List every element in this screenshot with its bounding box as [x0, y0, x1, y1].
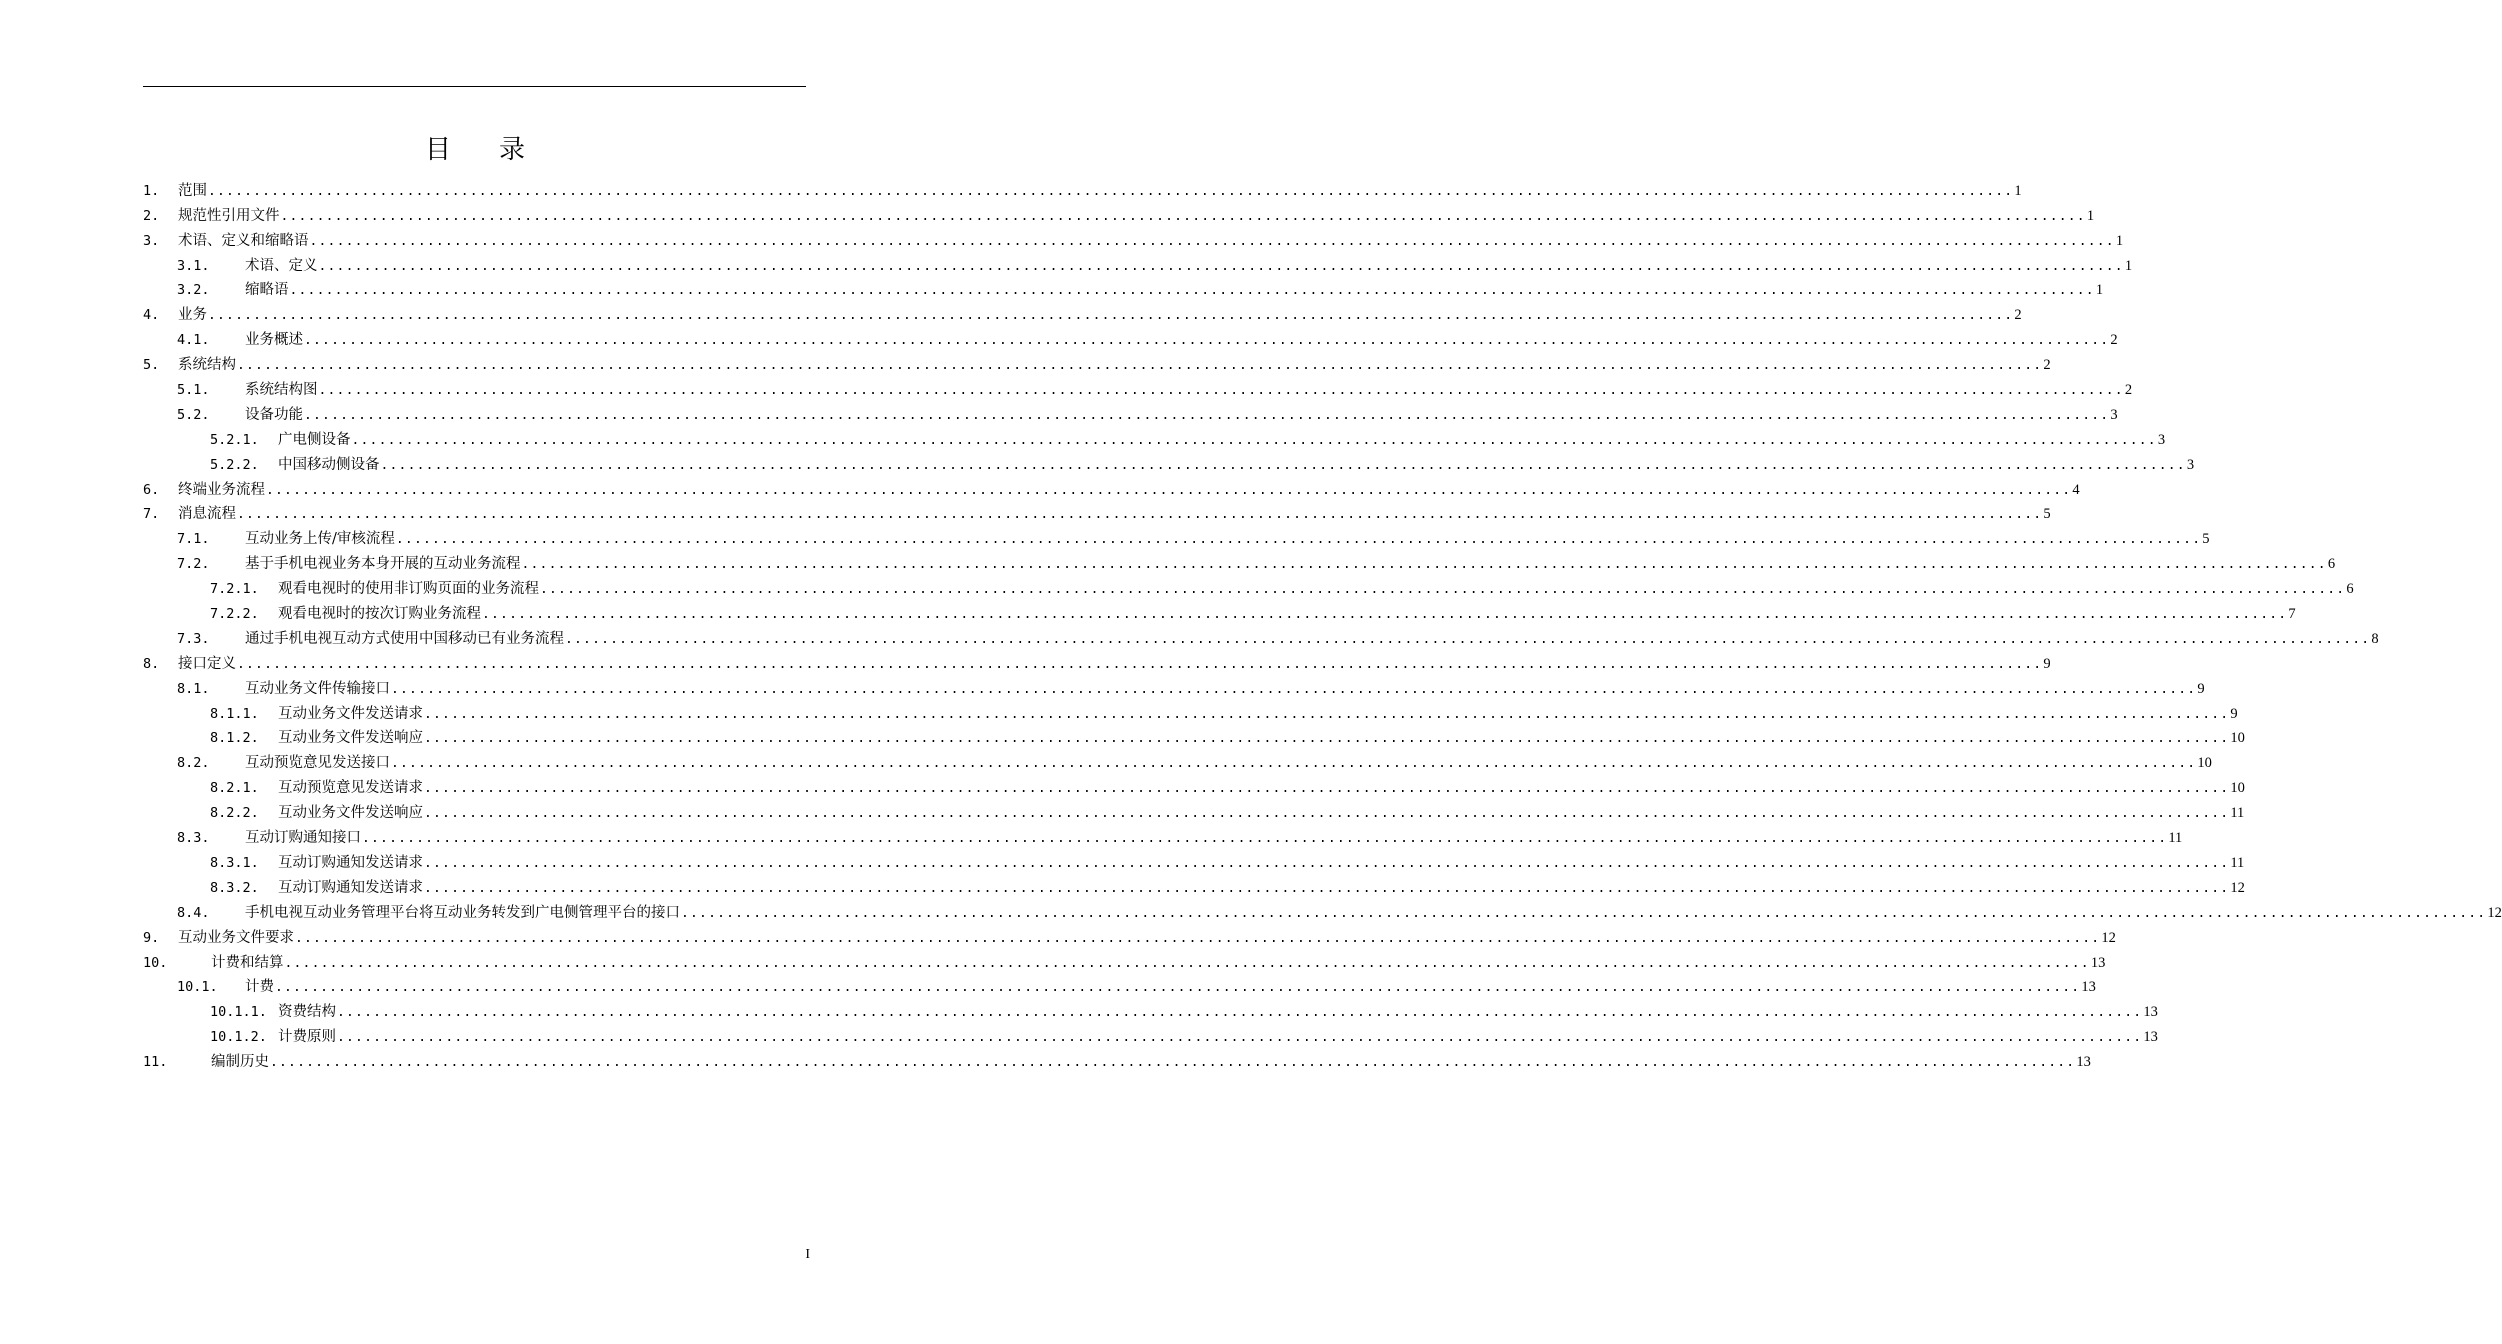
toc-entry-number: 10.1.1. — [210, 1004, 267, 1021]
toc-entry[interactable] — [143, 874, 2245, 899]
toc-dot-leader: ........................................................................................................................................................................................................ — [351, 432, 2157, 448]
toc-entry[interactable] — [143, 476, 2080, 501]
toc-entry-page: 10 — [2230, 730, 2245, 747]
toc-entry-number: 3. — [143, 232, 160, 249]
toc-dot-leader: ........................................................................................................................................................................................................ — [237, 507, 2043, 523]
toc-entry-number: 1. — [143, 182, 160, 199]
toc-entry-page: 12 — [2101, 929, 2116, 946]
toc-entry[interactable] — [143, 351, 2051, 376]
toc-dot-leader: ........................................................................................................................................................................................................ — [424, 731, 2230, 747]
toc-entry-number: 7.1. — [177, 531, 210, 548]
toc-entry-number: 3.1. — [177, 257, 210, 274]
toc-entry-page: 1 — [2095, 282, 2104, 299]
toc-entry[interactable] — [143, 924, 2116, 949]
toc-entry-title: 设备功能 — [245, 406, 303, 423]
toc-entry-number: 8.2.1. — [210, 780, 259, 797]
toc-entry-number: 3.2. — [177, 282, 210, 299]
toc-entry-title: 终端业务流程 — [178, 481, 265, 498]
toc-entry-page: 3 — [2186, 456, 2195, 473]
toc-dot-leader: ........................................................................................................................................................................................................ — [208, 308, 2014, 324]
toc-entry-number: 8.4. — [177, 904, 210, 921]
toc-entry-page: 2 — [2014, 307, 2022, 324]
toc-entry-title: 互动业务文件传输接口 — [245, 680, 390, 697]
toc-dot-leader: ........................................................................................................................................................................................................ — [295, 930, 2101, 946]
toc-entry-title: 缩略语 — [245, 282, 289, 299]
toc-entry-title: 互动订购通知接口 — [245, 830, 361, 847]
toc-entry-number: 11. — [143, 1054, 168, 1071]
toc-entry[interactable] — [143, 202, 2095, 227]
toc-entry[interactable] — [143, 376, 2133, 401]
toc-dot-leader: ........................................................................................................................................................................................................ — [482, 607, 2288, 623]
toc-entry-title: 观看电视时的按次订购业务流程 — [278, 606, 481, 623]
toc-entry-page: 2 — [2124, 382, 2133, 399]
toc-entry[interactable] — [143, 550, 2336, 575]
toc-entry-page: 13 — [2081, 979, 2096, 996]
toc-entry[interactable] — [143, 301, 2022, 326]
toc-entry-page: 13 — [2143, 1004, 2158, 1021]
toc-entry-number: 10.1.2. — [210, 1029, 267, 1046]
toc-entry-title: 计费 — [245, 979, 274, 996]
toc-dot-leader: ........................................................................................................................................................................................................ — [681, 905, 2487, 921]
toc-entry-page: 7 — [2288, 606, 2296, 623]
toc-entry-page: 6 — [2346, 581, 2354, 598]
toc-dot-leader: ........................................................................................................................................................................................................ — [318, 258, 2124, 274]
toc-entry-page: 2 — [2110, 332, 2118, 349]
toc-entry[interactable] — [143, 277, 2104, 302]
toc-entry-page: 3 — [2157, 431, 2166, 448]
toc-entry-title: 资费结构 — [278, 1004, 336, 1021]
toc-entry-page: 10 — [2197, 755, 2212, 772]
toc-entry-title: 互动订购通知发送请求 — [278, 879, 423, 896]
toc-entry-number: 5.2.1. — [210, 431, 259, 448]
toc-entry-title: 互动业务上传/审核流程 — [245, 531, 395, 548]
toc-entry[interactable] — [143, 1048, 2091, 1073]
toc-dot-leader: ........................................................................................................................................................................................................ — [337, 1005, 2143, 1021]
toc-entry-number: 8.1.1. — [210, 705, 259, 722]
footer-page-number: I — [805, 1247, 810, 1262]
toc-entry[interactable] — [143, 600, 2296, 625]
toc-entry-title: 互动预览意见发送请求 — [278, 780, 423, 797]
toc-entry-title: 业务 — [178, 307, 207, 324]
toc-entry-title: 互动业务文件发送响应 — [278, 805, 423, 822]
toc-entry-number: 8. — [143, 655, 160, 672]
toc-entry-title: 互动订购通知发送请求 — [278, 854, 423, 871]
toc-entry[interactable] — [143, 575, 2354, 600]
toc-dot-leader: ........................................................................................................................................................................................................ — [289, 283, 2095, 299]
toc-entry[interactable] — [143, 1023, 2158, 1048]
toc-dot-leader: ........................................................................................................................................................................................................ — [304, 333, 2110, 349]
toc-dot-leader: ........................................................................................................................................................................................................ — [304, 407, 2110, 423]
toc-entry-page: 1 — [2124, 257, 2133, 274]
toc-entry[interactable] — [143, 401, 2118, 426]
toc-entry-number: 6. — [143, 481, 160, 498]
toc-entry[interactable] — [143, 426, 2166, 451]
toc-entry-page: 4 — [2072, 481, 2080, 498]
toc-entry-number: 8.2.2. — [210, 805, 259, 822]
toc-entry[interactable] — [143, 525, 2210, 550]
title-part-2: 录 — [499, 135, 526, 165]
toc-entry-page: 6 — [2327, 556, 2336, 573]
toc-entry-title: 观看电视时的使用非订购页面的业务流程 — [278, 581, 539, 598]
toc-dot-leader: ........................................................................................................................................................................................................ — [391, 681, 2197, 697]
toc-entry-page: 13 — [2076, 1054, 2091, 1071]
toc-dot-leader: ........................................................................................................................................................................................................ — [284, 955, 2090, 971]
toc-dot-leader: ........................................................................................................................................................................................................ — [362, 831, 2168, 847]
toc-entry-page: 9 — [2043, 655, 2051, 672]
page-title — [0, 132, 950, 168]
toc-entry[interactable] — [143, 899, 2502, 924]
toc-entry-number: 4. — [143, 307, 160, 324]
toc-entry[interactable] — [143, 849, 2245, 874]
toc-entry[interactable] — [143, 824, 2183, 849]
toc-entry-title: 互动业务文件要求 — [178, 929, 294, 946]
toc-entry[interactable] — [143, 725, 2245, 750]
toc-entry[interactable] — [143, 625, 2379, 650]
toc-entry-number: 5. — [143, 357, 160, 374]
toc-entry[interactable] — [143, 974, 2096, 999]
toc-entry-page: 10 — [2230, 780, 2245, 797]
toc-dot-leader: ........................................................................................................................................................................................................ — [395, 532, 2202, 548]
toc-entry-page: 11 — [2230, 805, 2245, 822]
toc-entry[interactable] — [143, 675, 2205, 700]
toc-entry-title: 计费和结算 — [211, 954, 284, 971]
toc-entry-title: 术语、定义和缩略语 — [178, 232, 309, 249]
header-rule — [143, 86, 806, 87]
toc-dot-leader: ........................................................................................................................................................................................................ — [540, 582, 2346, 598]
toc-entry-number: 7.3. — [177, 630, 210, 647]
toc-dot-leader: ........................................................................................................................................................................................................ — [270, 1055, 2076, 1071]
toc-entry-number: 10. — [143, 954, 168, 971]
toc-entry-title: 中国移动侧设备 — [278, 456, 380, 473]
toc-dot-leader: ........................................................................................................................................................................................................ — [237, 656, 2043, 672]
toc-entry-number: 10.1. — [177, 979, 218, 996]
toc-dot-leader: ........................................................................................................................................................................................................ — [208, 183, 2014, 199]
toc-entry-page: 5 — [2202, 531, 2210, 548]
toc-entry-page: 11 — [2168, 830, 2183, 847]
toc-entry-page: 5 — [2043, 506, 2051, 523]
toc-entry[interactable] — [143, 252, 2133, 277]
toc-entry-page: 11 — [2230, 854, 2245, 871]
toc-entry-title: 手机电视互动业务管理平台将互动业务转发到广电侧管理平台的接口 — [245, 904, 680, 921]
toc-entry-page: 2 — [2043, 357, 2051, 374]
toc-dot-leader: ........................................................................................................................................................................................................ — [424, 706, 2230, 722]
toc-entry-number: 7.2.1. — [210, 581, 259, 598]
toc-entry-number: 4.1. — [177, 332, 210, 349]
toc-entry[interactable] — [143, 650, 2051, 675]
toc-entry[interactable] — [143, 451, 2195, 476]
toc-entry-page: 13 — [2143, 1029, 2158, 1046]
toc-entry[interactable] — [143, 177, 2022, 202]
toc-entry-page: 9 — [2197, 680, 2205, 697]
toc-entry-page: 12 — [2230, 879, 2245, 896]
toc-entry-title: 计费原则 — [278, 1029, 336, 1046]
toc-entry-title: 业务概述 — [245, 332, 303, 349]
toc-entry[interactable] — [143, 227, 2124, 252]
toc-dot-leader: ........................................................................................................................................................................................................ — [424, 806, 2230, 822]
toc-entry-number: 9. — [143, 929, 160, 946]
toc-dot-leader: ........................................................................................................................................................................................................ — [237, 358, 2043, 374]
toc-entry[interactable] — [143, 326, 2118, 351]
toc-entry-title: 通过手机电视互动方式使用中国移动已有业务流程 — [245, 630, 564, 647]
toc-entry-title: 术语、定义 — [245, 257, 318, 274]
table-of-contents — [143, 177, 2502, 1073]
toc-entry[interactable] — [143, 774, 2245, 799]
toc-entry-title: 系统结构图 — [245, 382, 318, 399]
toc-dot-leader: ........................................................................................................................................................................................................ — [424, 880, 2230, 896]
toc-entry-title: 互动预览意见发送接口 — [245, 755, 390, 772]
toc-entry-page: 8 — [2371, 630, 2379, 647]
toc-entry-title: 接口定义 — [178, 655, 236, 672]
toc-dot-leader: ........................................................................................................................................................................................................ — [318, 383, 2124, 399]
toc-dot-leader: ........................................................................................................................................................................................................ — [521, 557, 2327, 573]
toc-entry-title: 互动业务文件发送响应 — [278, 730, 423, 747]
toc-entry-number: 8.2. — [177, 755, 210, 772]
toc-entry[interactable] — [143, 998, 2158, 1023]
toc-entry-page: 12 — [2487, 904, 2502, 921]
toc-dot-leader: ........................................................................................................................................................................................................ — [309, 233, 2115, 249]
toc-entry-title: 范围 — [178, 182, 207, 199]
toc-entry-number: 8.1.2. — [210, 730, 259, 747]
toc-entry-number: 8.3.1. — [210, 854, 259, 871]
toc-entry-title: 编制历史 — [211, 1054, 269, 1071]
toc-entry-title: 消息流程 — [178, 506, 236, 523]
toc-entry-page: 1 — [2086, 207, 2095, 224]
toc-dot-leader: ........................................................................................................................................................................................................ — [391, 756, 2197, 772]
toc-entry-number: 7.2. — [177, 556, 210, 573]
toc-entry-number: 5.2.2. — [210, 456, 259, 473]
toc-dot-leader: ........................................................................................................................................................................................................ — [266, 482, 2072, 498]
toc-entry-number: 8.3.2. — [210, 879, 259, 896]
toc-entry-title: 系统结构 — [178, 357, 236, 374]
toc-entry-number: 7.2.2. — [210, 606, 259, 623]
toc-entry-number: 7. — [143, 506, 160, 523]
toc-dot-leader: ........................................................................................................................................................................................................ — [424, 781, 2230, 797]
toc-entry[interactable] — [143, 501, 2051, 526]
toc-entry-page: 1 — [2115, 232, 2124, 249]
toc-entry[interactable] — [143, 949, 2106, 974]
toc-entry-number: 8.3. — [177, 830, 210, 847]
toc-dot-leader: ........................................................................................................................................................................................................ — [280, 208, 2086, 224]
toc-dot-leader: ........................................................................................................................................................................................................ — [275, 980, 2081, 996]
toc-entry-page: 13 — [2090, 954, 2106, 971]
toc-entry-number: 8.1. — [177, 680, 210, 697]
title-part-1: 目 — [424, 135, 451, 165]
toc-entry-number: 2. — [143, 207, 160, 224]
toc-entry-title: 规范性引用文件 — [178, 207, 280, 224]
toc-entry-number: 5.2. — [177, 406, 210, 423]
toc-dot-leader: ........................................................................................................................................................................................................ — [337, 1030, 2143, 1046]
toc-entry[interactable] — [143, 700, 2238, 725]
toc-entry-page: 9 — [2230, 705, 2238, 722]
toc-entry-number: 5.1. — [177, 382, 210, 399]
toc-dot-leader: ........................................................................................................................................................................................................ — [424, 855, 2230, 871]
toc-entry-title: 互动业务文件发送请求 — [278, 705, 423, 722]
toc-dot-leader: ........................................................................................................................................................................................................ — [565, 631, 2371, 647]
toc-entry[interactable] — [143, 749, 2212, 774]
toc-entry-title: 基于手机电视业务本身开展的互动业务流程 — [245, 556, 521, 573]
toc-entry-title: 广电侧设备 — [278, 431, 351, 448]
toc-entry-page: 3 — [2110, 406, 2118, 423]
toc-entry[interactable] — [143, 799, 2245, 824]
toc-entry-page: 1 — [2014, 182, 2022, 199]
toc-dot-leader: ........................................................................................................................................................................................................ — [380, 457, 2186, 473]
